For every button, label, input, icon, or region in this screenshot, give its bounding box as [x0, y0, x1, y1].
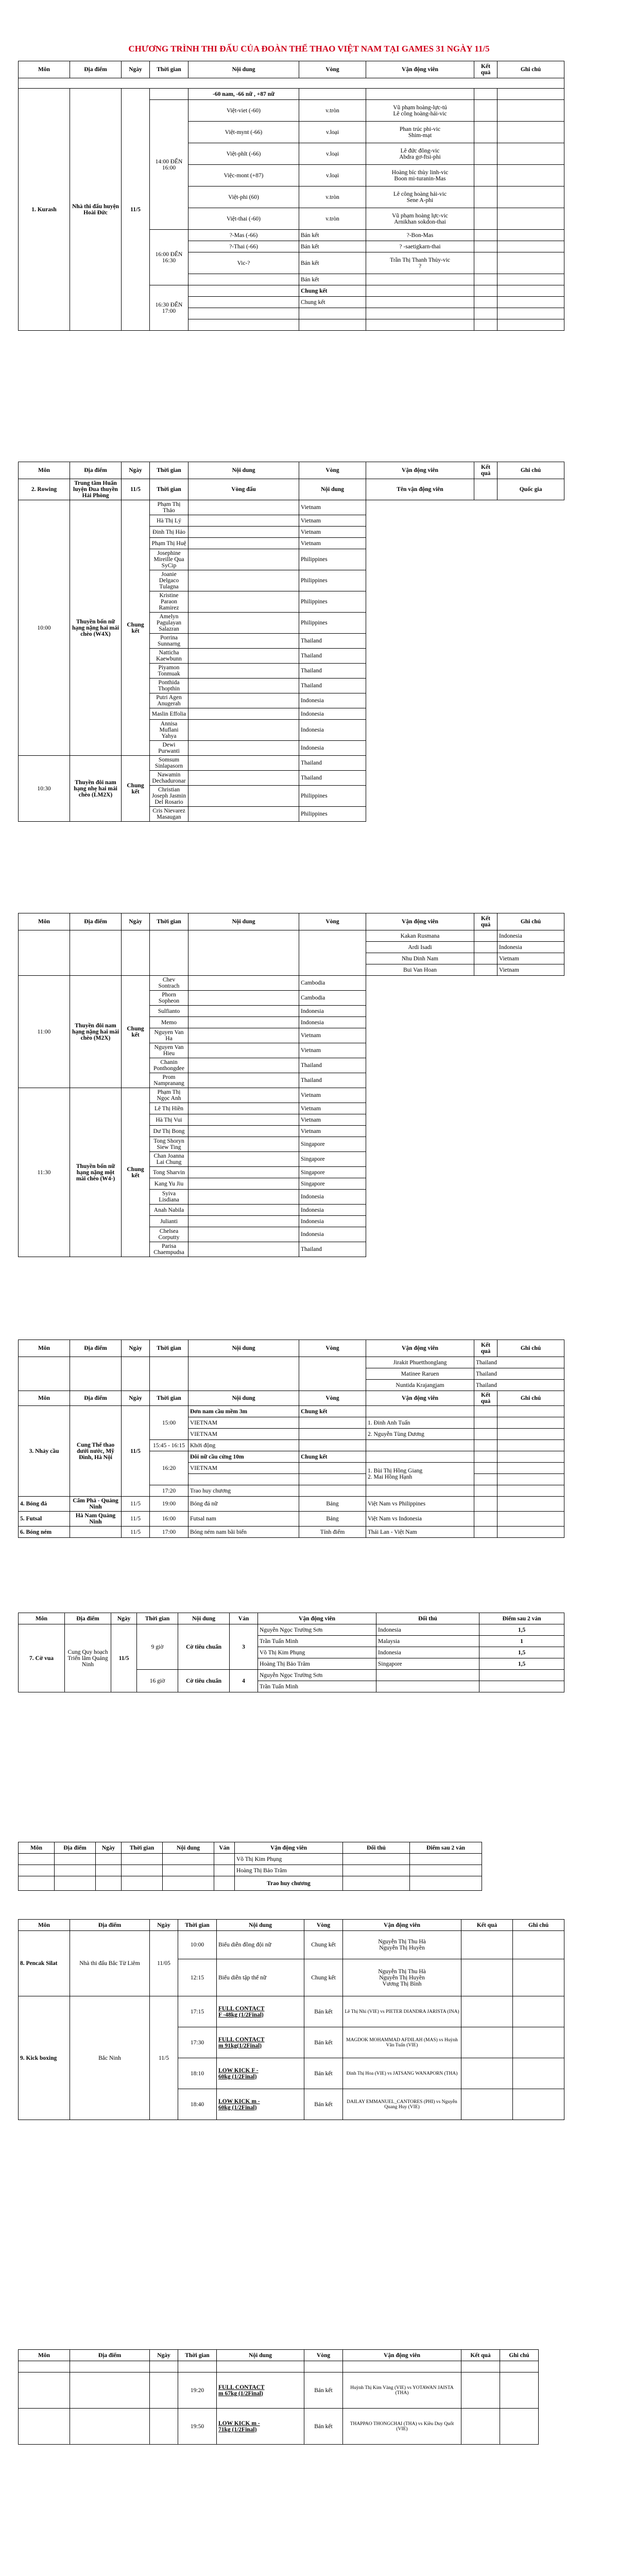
athlete-name: Maslin Effolia [150, 708, 188, 720]
athlete-name: Parisa Chaempudsa [150, 1242, 188, 1257]
table-row: 16:30 ĐẾN 17:00 Chung kết [19, 285, 564, 297]
table-row: VIETNAM 1. Đinh Anh Tuấn [19, 1417, 564, 1429]
athlete-name: Kang Yu Jiu [150, 1178, 188, 1190]
col-ket-qua: Kết quả [474, 61, 497, 78]
athlete-country: Indonesia [299, 693, 366, 708]
athlete-country: Thailand [299, 664, 366, 679]
athlete-country: Vietnam [299, 1088, 366, 1103]
athlete-name: Phạm Thị Huệ [150, 538, 188, 549]
athlete-country: Vietnam [299, 538, 366, 549]
athlete-country: Philippines [299, 549, 366, 570]
rowing-event-lm2x [19, 756, 564, 822]
event-name: Thuyền bốn nữ hạng nặng hai mái chèo (W4X) [70, 500, 122, 756]
athlete-country: Philippines [299, 807, 366, 822]
athlete-name: Christian Joseph Jasmin Del Rosario [150, 786, 188, 807]
athlete-name: Hà Thị Lý [150, 515, 188, 527]
athlete-country: Thailand [299, 649, 366, 664]
table-row: 18:40 LOW KICK m - 60kg (1/2Final) Bán kết DAILAY EMMANUEL_CANTORES (PHI) vs Nguyễn Quang Huy (VIE) [19, 2089, 564, 2120]
col-vdv: Vận động viên [366, 61, 474, 78]
chess-table: Môn Địa điểm Ngày Thời gian Nội dung Ván Vận động viên Đối thủ Điểm sau 2 ván 7. Cờ vua Cung Quy hoạch Triển lãm Quảng Ninh 11/5 9 giờ Cờ tiêu chuẩn 3 Nguyễn Ngọc Trường Sơn Indonesia 1,5 Trần Tuấn Minh Malaysia 1 Võ Thị Kim Phụng Indonesia 1,5 Hoàng Thị Bảo Trâm Singapore 1,5 16 giờ Cờ tiêu chuẩn 4 Nguyễn Ngọc Trường Sơn Trần Tuấn Minh [18, 1613, 564, 1692]
event-round: Chung kết [122, 1088, 150, 1257]
diving-table: Môn Địa điểm Ngày Thời gian Nội dung Vòng Vận động viên Kết quả Ghi chú Jirakit Phuetthonglang Thailand Matinee Raruen Thailand Nuntida Krajangjam Thailand Môn Địa điểm Ngày Thời gian Nội dung Vòng Vận động viên Kết quả Ghi chú 3. Nhảy cầu Cung Thể thao dưới nước, Mỹ Đình, Hà Nội 11/5 15:00 Đơn nam cầu mềm 3m Chung kết VIETNAM 1. Đinh Anh Tuấn VIETNAM 2. Nguyễn Tùng Dương 15:45 - 16:15 Khởi động 16:20 Đôi nữ cầu cứng 10m Chung kết VIETNAM 1. Bùi Thị Hồng Giang 2. Mai Hồng Hạnh 17:20 Trao huy chương 4. Bóng đá Cẩm Phả - Quảng Ninh 11/5 19:00 Bóng đá nữ Bảng Việt Nam vs Philippines 5. Futsal Hà Nam Quảng Ninh 11/5 16:00 Futsal nam Bảng Việt Nam vs Indonesia 6. Bóng ném 11/5 17:00 Bóng ném nam bãi biển Tính điểm Thái Lan - Việt Nam [18, 1340, 564, 1538]
table-row: Vic-? Bán kết Trần Thị Thanh Thủy-vic ? [19, 252, 564, 274]
table-header-row [19, 61, 564, 78]
athlete-name: Anah Nabila [150, 1205, 188, 1216]
athlete-country: Philippines [299, 786, 366, 807]
athlete-name: Joanie Delgaco Tulagna [150, 570, 188, 591]
athlete-name: Chelsea Corputty [150, 1227, 188, 1242]
sport-name: 2. Rowing [19, 479, 70, 500]
athlete-row [19, 1088, 564, 1103]
col-mon: Môn [19, 61, 70, 78]
table-row: 8. Pencak Silat Nhà thi đấu Bắc Từ Liêm 11/05 10:00 Biểu diễn đồng đội nữ Chung kết Nguyễn Thị Thu Hà Nguyễn Thị Huyền [19, 1931, 564, 1959]
table-row: Bán kết [19, 274, 564, 285]
athlete-name: Kakan Rusmana [366, 930, 474, 942]
athlete-country: Indonesia [299, 1190, 366, 1205]
table-row: 14:00 ĐẾN 16:00 Việt-viet (-60) v.tròn Vũ phạm hoàng-lực-tú Lê công hoàng-hải-vic [19, 100, 564, 122]
table-row: Việt-phlt (-66) v.loại Lê đức đông-vic Abdra gơ-ftsi-phi [19, 143, 564, 165]
weight-classes: -60 nam, -66 nữ , +87 nữ [188, 89, 299, 100]
table-row: 9. Kick boxing Bắc Ninh 11/5 17:15 FULL CONTACT F -48kg (1/2Final) Bán kết Lê Thị Nhi (VIE) vs PIETER DIANDRA JARISTA (INA) [19, 1996, 564, 2027]
athlete-country: Thailand [299, 1058, 366, 1073]
athlete-name: Phorn Sopheon [150, 991, 188, 1006]
athlete-country: Indonesia [299, 1216, 366, 1227]
col-ghi-chu: Ghi chú [497, 61, 564, 78]
athlete-country: Cambodia [299, 976, 366, 991]
athlete-country: Thailand [299, 634, 366, 649]
table-row: Trần Tuấn Minh Malaysia 1 [19, 1636, 564, 1647]
athlete-name: Kristine Paraon Ramirez [150, 591, 188, 613]
athlete-country: Indonesia [497, 930, 564, 942]
athlete-name: Sulfianto [150, 1006, 188, 1017]
table-row: Việt-thai (-60) v.tròn Vũ phạm hoàng lực-vic Arnikhan sokdon-thai [19, 208, 564, 230]
athlete-country: Indonesia [299, 720, 366, 741]
time-slot: 16:30 ĐẾN 17:00 [150, 285, 188, 331]
athlete-country: Philippines [299, 570, 366, 591]
athlete-country: Singapore [299, 1152, 366, 1167]
athlete-country: Vietnam [299, 527, 366, 538]
athlete-country: Vietnam [497, 964, 564, 976]
table-row: 19:20 FULL CONTACT m 67kg (1/2Final) Bán kết Huỳnh Thị Kim Vàng (VIE) vs YOTAWAN JAISTA (THA) [19, 2372, 539, 2409]
athlete-row [19, 500, 564, 515]
athlete-country: Vietnam [299, 500, 366, 515]
athlete-name: Nhu Dinh Nam [366, 953, 474, 964]
athlete-name: Tong Shoryn Siew Ting [150, 1137, 188, 1152]
rowing-table-2: Môn Địa điểm Ngày Thời gian Nội dung Vòng Vận động viên Kết quả Ghi chú Kakan Rusmana Indonesia Ardi Isadi Indonesia Nhu Dinh Nam Vietnam Bui Van Hoan Vietnam 11:00 Thuyền đôi nam hạng nặng hai mái chèo (M2X) Chung kết Chev Sontrach Cambodia Phorn Sopheon Cambodia Sulfianto Indonesia Memo Indonesia Nguyen Van Ha Vietnam Nguyen Van Hieu Vietnam Chanin Ponthongdee Thailand Prom Nampranang Thailand 11:30 Thuyền bốn nữ hạng nặng một mái chèo (W4-) Chung kết Phạm Thị Ngọc Anh Vietnam Lê Thị Hiền Vietnam Hà Thị Vui Vietnam Dư Thị Bong Vietnam Tong Shoryn Siew Ting Singapore Chan Joanna Lai Chung Singapore Tong Sharvin Singapore Kang Yu Jiu Singapore Syiva Lisdiana Indonesia Anah Nabila Indonesia Julianti Indonesia Chelsea Corputty Indonesia Parisa Chaempudsa Thailand [18, 913, 564, 1257]
athlete-country: Thailand [299, 1073, 366, 1088]
table-row: Võ Thị Kim Phụng Indonesia 1,5 [19, 1647, 564, 1658]
table-row: Chung kết [19, 297, 564, 308]
athlete-country: Indonesia [299, 708, 366, 720]
athlete-country: Indonesia [299, 1205, 366, 1216]
table-row: 6. Bóng ném 11/5 17:00 Bóng ném nam bãi biển Tính điểm Thái Lan - Việt Nam [19, 1527, 564, 1538]
athlete-name: Ponthida Thopthin [150, 679, 188, 693]
time-slot: 14:00 ĐẾN 16:00 [150, 100, 188, 230]
athlete-name: Somsum Sinlapasorn [150, 756, 188, 771]
event-round: Chung kết [122, 976, 150, 1088]
athlete-name: Phạm Thị Ngọc Anh [150, 1088, 188, 1103]
event-time: 10:00 [19, 500, 70, 756]
table-row: VIETNAM 1. Bùi Thị Hồng Giang 2. Mai Hồng Hạnh [19, 1463, 564, 1474]
col-noi-dung: Nội dung [188, 61, 299, 78]
athlete-country: Vietnam [299, 1028, 366, 1043]
athlete-country: Thailand [299, 756, 366, 771]
athlete-country: Thailand [299, 771, 366, 786]
athlete-name: Nawamin Dechaduronar [150, 771, 188, 786]
table-row: Việt-mynt (-66) v.loại Phan trúc phi-vic Shim-mạt [19, 122, 564, 143]
athlete-country: Vietnam [299, 1103, 366, 1114]
rowing-table: Môn Địa điểm Ngày Thời gian Nội dung Vòng Vận động viên Kết quả Ghi chú 2. Rowing Trung tâm Huấn luyện Đua thuyền Hải Phòng 11/5 Thời gian Vòng đấu Nội dung Tên vận động viên Quốc gia 10:00 Thuyền bốn nữ hạng nặng hai mái chèo (W4X) Chung kết Phạm Thị Thảo Vietnam Hà Thị Lý Vietnam Đinh Thị Hảo Vietnam Phạm Thị Huệ Vietnam Josephine Mireille Qua SyCip Philippines Joanie Delgaco Tulagna Philippines Kristine Paraon Ramirez Philippines Amelyn Pagulayan Salazran Philippines Porrina Sunnarng Thailand Natticha Kaewbunn Thailand Piyamon Tonmuak Thailand Ponthida Thopthin Thailand Putri Agen Anugerah Indonesia Maslin Effolia Indonesia Annisa Muflani Yahya Indonesia Dewi Purwanti Indonesia 10:30 Thuyền đôi nam hạng nhẹ hai mái chèo (LM2X) Chung kết Somsum Sinlapasorn Thailand Nawamin Dechaduronar Thailand Christian Joseph Jasmin Del Rosario Philippines Cris Nievarez Masaugan Philippines [18, 462, 564, 822]
rowing-event-m2x [19, 976, 564, 1088]
col-thoi-gian: Thời gian [150, 61, 188, 78]
athlete-name: Chan Joanna Lai Chung [150, 1152, 188, 1167]
athlete-country: Vietnam [497, 953, 564, 964]
athlete-name: Prom Nampranang [150, 1073, 188, 1088]
rowing-event-w4x [19, 500, 564, 756]
athlete-name: Nguyen Van Ha [150, 1028, 188, 1043]
athlete-country: Philippines [299, 591, 366, 613]
athlete-country: Singapore [299, 1137, 366, 1152]
athlete-name: Amelyn Pagulayan Salazran [150, 613, 188, 634]
table-row: Trần Tuấn Minh [19, 1681, 564, 1692]
table-row: Võ Thị Kim Phụng [19, 1854, 482, 1865]
athlete-name: Chanin Ponthongdee [150, 1058, 188, 1073]
table-row: 19:50 LOW KICK m - 71kg (1/2Final) Bán kết THAPPAO THONGCHAI (THA) vs Kiều Duy Quốt (VIE) [19, 2409, 539, 2445]
event-name: Thuyền bốn nữ hạng nặng một mái chèo (W4-) [70, 1088, 122, 1257]
table-row: 16:00 ĐẾN 16:30 ?-Mas (-66) Bán kết ?-Bon-Mas [19, 230, 564, 241]
athlete-country: Philippines [299, 613, 366, 634]
athlete-name: Dewi Purwanti [150, 741, 188, 756]
athlete-country: Singapore [299, 1178, 366, 1190]
table-row: 5. Futsal Hà Nam Quảng Ninh 11/5 16:00 Futsal nam Bảng Việt Nam vs Indonesia [19, 1512, 564, 1527]
sport-name: 1. Kurash [19, 89, 70, 331]
table-row: 18:10 LOW KICK F - 60kg (1/2Final) Bán kết Đinh Thị Hoa (VIE) vs JATSANG WANAPORN (THA) [19, 2058, 564, 2089]
athlete-row [19, 930, 564, 942]
athlete-name: Đinh Thị Hảo [150, 527, 188, 538]
athlete-country: Thailand [299, 1242, 366, 1257]
athlete-name: Phạm Thị Thảo [150, 500, 188, 515]
athlete-country: Indonesia [299, 1017, 366, 1028]
time-slot: 16:00 ĐẾN 16:30 [150, 230, 188, 285]
table-row: 4. Bóng đá Cẩm Phả - Quảng Ninh 11/5 19:00 Bóng đá nữ Bảng Việt Nam vs Philippines [19, 1497, 564, 1512]
athlete-row [19, 976, 564, 991]
venue: Nhà thi đấu huyện Hoài Đức [70, 89, 122, 331]
athlete-name: Memo [150, 1017, 188, 1028]
event-round: Chung kết [122, 500, 150, 756]
athlete-name: Natticha Kaewbunn [150, 649, 188, 664]
athlete-country: Indonesia [299, 1006, 366, 1017]
athlete-name: Annisa Muflani Yahya [150, 720, 188, 741]
table-row: Trao huy chương [19, 1876, 482, 1891]
athlete-country: Vietnam [299, 1114, 366, 1126]
table-row: 16 giờ Cờ tiêu chuẩn 4 Nguyễn Ngọc Trường Sơn [19, 1670, 564, 1681]
athlete-country: Cambodia [299, 991, 366, 1006]
athlete-name: Tong Sharvin [150, 1167, 188, 1178]
col-dia-diem: Địa điểm [70, 61, 122, 78]
table-row: ?-Thai (-66) Bán kết ? -saetigkarn-thai [19, 241, 564, 252]
athlete-country: Singapore [299, 1167, 366, 1178]
athlete-country: Thailand [299, 679, 366, 693]
kurash-table [18, 61, 564, 331]
athlete-name: Porrina Sunnarng [150, 634, 188, 649]
table-row: Hoàng Thị Bảo Trâm [19, 1865, 482, 1876]
venue: Trung tâm Huấn luyện Đua thuyền Hải Phòng [70, 479, 122, 500]
table-row: VIETNAM 2. Nguyễn Tùng Dương [19, 1429, 564, 1440]
kickboxing-table-2: Môn Địa điểm Ngày Thời gian Nội dung Vòng Vận động viên Kết quả Ghi chú 19:20 FULL CONTACT m 67kg (1/2Final) Bán kết Huỳnh Thị Kim Vàng (VIE) vs YOTAWAN JAISTA (THA) 19:50 LOW KICK m - 71kg (1/2Final) Bán kết THAPPAO THONGCHAI (THA) vs Kiều Duy Quốt (VIE) [18, 2349, 539, 2445]
table-row: Hoàng Thị Bảo Trâm Singapore 1,5 [19, 1658, 564, 1670]
table-row: Việc-mont (+87) v.loại Hoàng bíc thùy linh-vic Boon mi-turanin-Mas [19, 165, 564, 187]
table-row: 17:20 Trao huy chương [19, 1485, 564, 1497]
athlete-name: Syiva Lisdiana [150, 1190, 188, 1205]
athlete-name: Bui Van Hoan [366, 964, 474, 976]
event-round: Chung kết [122, 756, 150, 822]
date: 11/5 [122, 89, 150, 331]
event-name: Thuyền đôi nam hạng nhẹ hai mái chèo (LM2X) [70, 756, 122, 822]
rowing-continued-athletes [19, 930, 564, 976]
athlete-country: Indonesia [299, 741, 366, 756]
date: 11/5 [122, 479, 150, 500]
athlete-name: Piyamon Tonmuak [150, 664, 188, 679]
athlete-name: Lê Thị Hiền [150, 1103, 188, 1114]
athlete-country: Indonesia [299, 1227, 366, 1242]
table-row: 12:15 Biểu diễn tập thể nữ Chung kết Nguyễn Thị Thu Hà Nguyễn Thị Huyền Vương Thị Bình [19, 1959, 564, 1996]
athlete-name: Cris Nievarez Masaugan [150, 807, 188, 822]
athlete-name: Chev Sontrach [150, 976, 188, 991]
athlete-name: Dư Thị Bong [150, 1126, 188, 1137]
table-row: 7. Cờ vua Cung Quy hoạch Triển lãm Quảng Ninh 11/5 9 giờ Cờ tiêu chuẩn 3 Nguyễn Ngọc Trường Sơn Indonesia 1,5 [19, 1624, 564, 1636]
athlete-country: Indonesia [497, 942, 564, 953]
athlete-name: Josephine Mireille Qua SyCip [150, 549, 188, 570]
table-row: 15:45 - 16:15 Khởi động [19, 1440, 564, 1451]
col-ngay: Ngày [122, 61, 150, 78]
martial-table: Môn Địa điểm Ngày Thời gian Nội dung Vòng Vận động viên Kết quả Ghi chú 8. Pencak Silat Nhà thi đấu Bắc Từ Liêm 11/05 10:00 Biểu diễn đồng đội nữ Chung kết Nguyễn Thị Thu Hà Nguyễn Thị Huyền 12:15 Biểu diễn tập thể nữ Chung kết Nguyễn Thị Thu Hà Nguyễn Thị Huyền Vương Thị Bình 9. Kick boxing Bắc Ninh 11/5 17:15 FULL CONTACT F -48kg (1/2Final) Bán kết Lê Thị Nhi (VIE) vs PIETER DIANDRA JARISTA (INA) 17:30 FULL CONTACT m 91kg(1/2Final) Bán kết MAGDOK MOHAMMAD AFDILAH (MAS) vs Huỳnh Văn Tuấn (VIE) 18:10 LOW KICK F - 60kg (1/2Final) Bán kết Đinh Thị Hoa (VIE) vs JATSANG WANAPORN (THA) 18:40 LOW KICK m - 60kg (1/2Final) Bán kết DAILAY EMMANUEL_CANTORES (PHI) vs Nguyễn Quang Huy (VIE) [18, 1919, 564, 2120]
table-row: 3. Nhảy cầu Cung Thể thao dưới nước, Mỹ Đình, Hà Nội 11/5 15:00 Đơn nam cầu mềm 3m Chung kết [19, 1406, 564, 1417]
athlete-country: Vietnam [299, 515, 366, 527]
event-time: 11:30 [19, 1088, 70, 1257]
athlete-name: Hà Thị Vui [150, 1114, 188, 1126]
col-vong: Vòng [299, 61, 366, 78]
table-row: 17:30 FULL CONTACT m 91kg(1/2Final) Bán kết MAGDOK MOHAMMAD AFDILAH (MAS) vs Huỳnh Văn Tuấn (VIE) [19, 2027, 564, 2058]
athlete-country: Vietnam [299, 1043, 366, 1058]
table-row: Việt-phi (60) v.tròn Lê công hoàng hải-vic Sene A-phi [19, 187, 564, 208]
athlete-name: Julianti [150, 1216, 188, 1227]
athlete-name: Ardi Isadi [366, 942, 474, 953]
athlete-row [19, 756, 564, 771]
event-name: Thuyền đôi nam hạng nặng hai mái chèo (M2X) [70, 976, 122, 1088]
chess-table-2: Môn Địa điểm Ngày Thời gian Nội dung Ván Vận động viên Đối thủ Điểm sau 2 ván Võ Thị Kim Phụng Hoàng Thị Bảo Trâm Trao huy chương [18, 1842, 482, 1891]
page-title: CHƯƠNG TRÌNH THI ĐẤU CỦA ĐOÀN THỂ THAO VIỆT NAM TẠI GAMES 31 NGÀY 11/5 [128, 44, 490, 54]
table-row: 16:20 Đôi nữ cầu cứng 10m Chung kết [19, 1451, 564, 1463]
rowing-event-w4 [19, 1088, 564, 1257]
athlete-country: Vietnam [299, 1126, 366, 1137]
athlete-name: Putri Agen Anugerah [150, 693, 188, 708]
athlete-name: Nguyen Van Hieu [150, 1043, 188, 1058]
event-time: 11:00 [19, 976, 70, 1088]
event-time: 10:30 [19, 756, 70, 822]
